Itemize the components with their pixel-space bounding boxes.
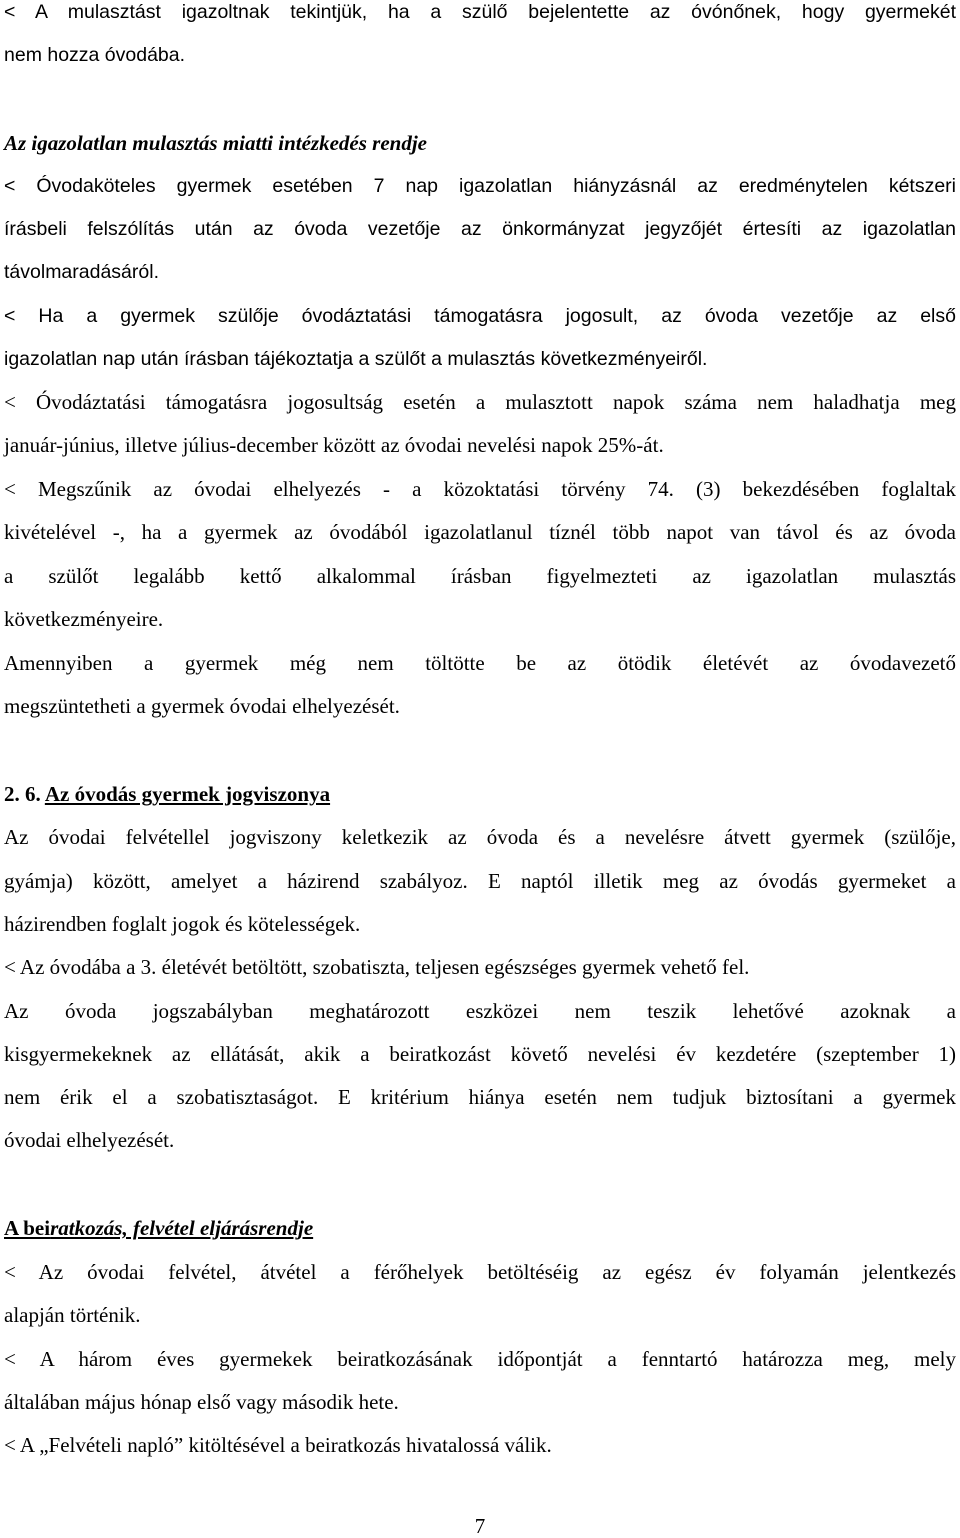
text-line: távolmaradásáról. bbox=[4, 261, 159, 283]
text-line: általában május hónap első vagy második hete. bbox=[4, 1390, 399, 1414]
text-line: nem érik el a szobatisztaságot. E kritérium hiánya esetén nem tudjuk biztosítani a gyermek bbox=[4, 1085, 956, 1109]
text-line: alapján történik. bbox=[4, 1303, 141, 1327]
section-heading: Az igazolatlan mulasztás miatti intézkedés rendje bbox=[4, 131, 427, 155]
text-line: január-június, illetve július-december között az óvodai nevelési napok 25%-át. bbox=[4, 433, 664, 457]
text-line: megszüntetheti a gyermek óvodai elhelyezését. bbox=[4, 694, 400, 718]
text-line: < Az óvodai felvétel, átvétel a férőhelyek betöltéséig az egész év folyamán jelentkezés bbox=[4, 1260, 956, 1284]
text-line: < Ha a gyermek szülője óvodáztatási támogatásra jogosult, az óvoda vezetője az első bbox=[4, 305, 956, 327]
text-line: < Az óvodába a 3. életévét betöltött, szobatiszta, teljesen egészséges gyermek vehető fel. bbox=[4, 955, 750, 979]
section-heading bbox=[4, 1216, 956, 1240]
text-line: igazolatlan nap után írásban tájékoztatja a szülőt a mulasztás következményeiről. bbox=[4, 348, 708, 370]
text-line: következményeire. bbox=[4, 607, 164, 631]
text-line: kivételével -, ha a gyermek az óvodából igazolatlanul tíznél több napot van távol és az óvoda bbox=[4, 520, 956, 544]
heading-part-italic: ratkozás, felvétel eljárásrendje bbox=[50, 1216, 314, 1240]
text-line: Az óvoda jogszabályban meghatározott eszközei nem teszik lehetővé azoknak a bbox=[4, 999, 956, 1023]
section-title: Az óvodás gyermek jogviszonya bbox=[44, 782, 331, 806]
text-line: < Megszűnik az óvodai elhelyezés - a közoktatási törvény 74. (3) bekezdésében foglaltak bbox=[4, 477, 956, 501]
text-line: írásbeli felszólítás után az óvoda vezetője az önkormányzat jegyzőjét értesíti az igazolatlan bbox=[4, 218, 956, 240]
text-line: < Óvodáztatási támogatásra jogosultság esetén a mulasztott napok száma nem haladhatja meg bbox=[4, 390, 956, 414]
text-line: Amennyiben a gyermek még nem töltötte be az ötödik életévét az óvodavezető bbox=[4, 651, 956, 675]
text-line: a szülőt legalább kettő alkalommal írásban figyelmezteti az igazolatlan mulasztás bbox=[4, 564, 956, 588]
text-line: nem hozza óvodába. bbox=[4, 44, 186, 66]
text-line: gyámja) között, amelyet a házirend szabályoz. E naptól illetik meg az óvodás gyermeket a bbox=[4, 869, 956, 893]
text-line: házirendben foglalt jogok és kötelességek. bbox=[4, 912, 361, 936]
text-line: < Óvodaköteles gyermek esetében 7 nap igazolatlan hiányzásnál az eredménytelen kétszeri bbox=[4, 175, 956, 197]
text-line: < A „Felvételi napló” kitöltésével a beiratkozás hivatalossá válik. bbox=[4, 1433, 552, 1457]
text-line: kisgyermekeknek az ellátását, akik a beiratkozást követő nevelési év kezdetére (szeptember 1) bbox=[4, 1042, 956, 1066]
text-line: < A három éves gyermekek beiratkozásának időpontját a fenntartó határozza meg, mely bbox=[4, 1347, 956, 1371]
text-line: < A mulasztást igazoltnak tekintjük, ha a szülő bejelentette az óvónőnek, hogy gyermekét bbox=[4, 1, 956, 23]
section-number: 2. 6. bbox=[4, 782, 45, 806]
section-heading bbox=[4, 782, 956, 806]
heading-part: A bei bbox=[4, 1216, 51, 1240]
text-line: óvodai elhelyezését. bbox=[4, 1128, 175, 1152]
page-number: 7 bbox=[474, 1514, 486, 1538]
text-line: Az óvodai felvétellel jogviszony keletkezik az óvoda és a nevelésre átvett gyermek (szülője, bbox=[4, 825, 956, 849]
